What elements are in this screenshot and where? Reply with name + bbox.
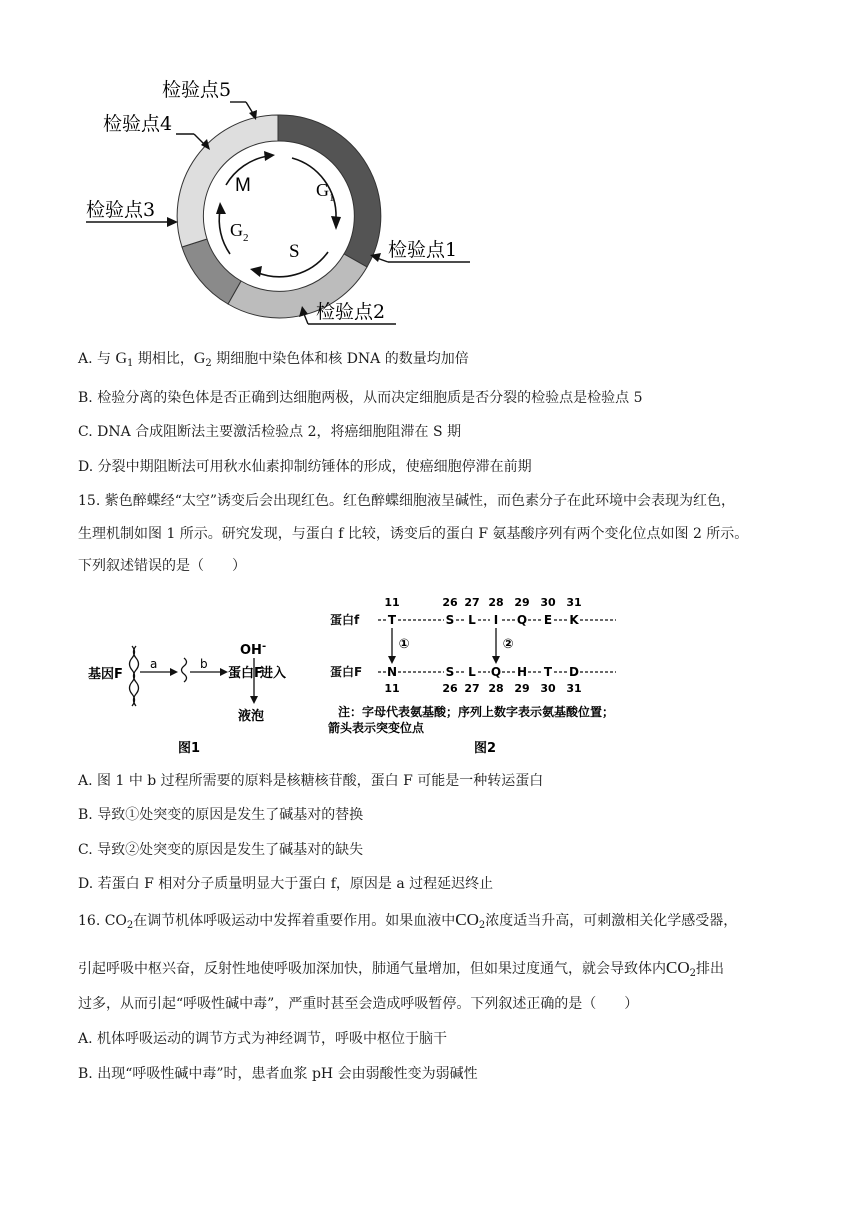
amino-acid-F-7: D	[569, 665, 579, 679]
q14-option-d: D. 分裂中期阻断法可用秋水仙素抑制纺锤体的形成，使癌细胞停滞在前期	[78, 459, 532, 475]
amino-acid-F-1: N	[386, 665, 398, 679]
process-b-label: b	[200, 657, 208, 671]
vacuole-label: 液泡	[238, 709, 265, 724]
q15-figure-1	[80, 630, 320, 760]
amino-acid-f-4: I	[493, 613, 499, 627]
amino-acid-f-1: T	[387, 613, 397, 627]
checkpoint-5-label: 检验点5	[162, 79, 232, 101]
amino-acid-f-3: L	[468, 613, 476, 627]
position-top-28: 28	[488, 596, 504, 609]
q16-option-a: A. 机体呼吸运动的调节方式为神经调节，呼吸中枢位于脑干	[78, 1031, 448, 1047]
q16-stem-line-1: 16. $CO_2$在调节机体呼吸运动中发挥着重要作用。如果血液中$CO_2$浓度适当升高，可刺激相关化学感受器，	[78, 910, 738, 931]
svg-text:G1: $G_1$	[316, 180, 335, 204]
amino-acid-F-6: T	[543, 665, 553, 679]
phase-m-label: M	[235, 175, 251, 196]
position-top-29: 29	[514, 596, 530, 609]
q15-option-a: A. 图 1 中 b 过程所需要的原料是核糖核苷酸，蛋白 F 可能是一种转运蛋白	[78, 773, 544, 789]
figure-1-caption: 图1	[178, 741, 201, 756]
checkpoint-3-label: 检验点3	[86, 199, 156, 221]
ring-segment-m	[177, 115, 278, 247]
process-a-label: a	[150, 657, 158, 671]
amino-acid-F-4: Q	[490, 665, 502, 679]
amino-acid-f-7: K	[569, 613, 579, 627]
position-bottom-28: 28	[488, 682, 504, 695]
amino-acid-F-3: L	[468, 665, 476, 679]
phase-g1-label: G	[316, 180, 329, 200]
ring-segment-g2	[182, 239, 241, 304]
fig2-note-line-2: 箭头表示突变位点	[328, 721, 425, 735]
position-bottom-26: 26	[442, 682, 458, 695]
position-top-26: 26	[442, 596, 458, 609]
checkpoint-4-label: 检验点4	[103, 113, 173, 135]
mark-2: ②	[502, 637, 514, 652]
position-bottom-27: 27	[464, 682, 480, 695]
q15-option-d: D. 若蛋白 F 相对分子质量明显大于蛋白 f，原因是 a 过程延迟终止	[78, 876, 494, 892]
phase-g2-label: G	[230, 220, 243, 240]
q16-stem-line-3: 过多，从而引起“呼吸性碱中毒”，严重时甚至会造成呼吸暂停。下列叙述正确的是（ ）	[78, 996, 639, 1012]
position-bottom-11: 11	[384, 682, 400, 695]
row-protein-F-label: 蛋白F	[330, 665, 363, 679]
q14-option-c: C. DNA 合成阻断法主要激活检验点 2，将癌细胞阻滞在 S 期	[78, 424, 461, 440]
q15-option-b: B. 导致①处突变的原因是发生了碱基对的替换	[78, 807, 364, 823]
checkpoint-1-label: 检验点1	[388, 239, 458, 261]
amino-acid-F-5: H	[516, 665, 528, 679]
amino-acid-f-5: Q	[516, 613, 528, 627]
oh-ion-label: OH-	[240, 641, 267, 658]
q15-stem-line-1: 15. 紫色醉蝶经“太空”诱变后会出现红色。红色醉蝶细胞液呈碱性，而色素分子在此环境中会表现为红色，	[78, 493, 736, 509]
q14-option-a: A. 与 $G_1$ 期相比，$G_2$ 期细胞中染色体和核 DNA 的数量均加倍	[78, 350, 469, 369]
enter-label: 进入	[260, 666, 287, 681]
fig2-note-line-1: 注：字母代表氨基酸；序列上数字表示氨基酸位置；	[338, 705, 615, 719]
position-top-27: 27	[464, 596, 480, 609]
row-protein-f-label: 蛋白f	[330, 613, 360, 627]
q15-stem-line-3: 下列叙述错误的是（ ）	[78, 558, 246, 574]
position-bottom-29: 29	[514, 682, 530, 695]
q14-option-b: B. 检验分离的染色体是否正确到达细胞两极，从而决定细胞质是否分裂的检验点是检验点 5	[78, 390, 643, 406]
position-top-31: 31	[566, 596, 582, 609]
q15-option-c: C. 导致②处突变的原因是发生了碱基对的缺失	[78, 842, 364, 858]
position-bottom-30: 30	[540, 682, 556, 695]
position-top-11: 11	[384, 596, 400, 609]
position-bottom-31: 31	[566, 682, 582, 695]
amino-acid-f-2: S	[445, 613, 455, 627]
q16-option-b: B. 出现“呼吸性碱中毒”时，患者血浆 pH 会由弱酸性变为弱碱性	[78, 1066, 478, 1082]
position-top-30: 30	[540, 596, 556, 609]
mark-1: ①	[398, 637, 410, 652]
q16-stem-line-2: 引起呼吸中枢兴奋，反射性地使呼吸加深加快，肺通气量增加，但如果过度通气，就会导致体内$CO_2$排出	[78, 958, 724, 979]
q15-figure-2	[326, 594, 646, 760]
cell-cycle-figure	[70, 70, 490, 330]
q15-stem-line-2: 生理机制如图 1 所示。研究发现，与蛋白 f 比较，诱变后的蛋白 F 氨基酸序列有两个变化位点如图 2 所示。	[78, 526, 749, 542]
checkpoint-2-label: 检验点2	[316, 301, 386, 323]
svg-text:G2: $G_2$	[230, 220, 249, 244]
amino-acid-F-2: S	[445, 665, 455, 679]
protein-f-label: 蛋白F	[228, 666, 263, 681]
gene-f-label: 基因F	[88, 667, 123, 682]
amino-acid-f-6: E	[543, 613, 553, 627]
figure-2-caption: 图2	[474, 741, 497, 756]
phase-s-label: S	[289, 241, 300, 262]
